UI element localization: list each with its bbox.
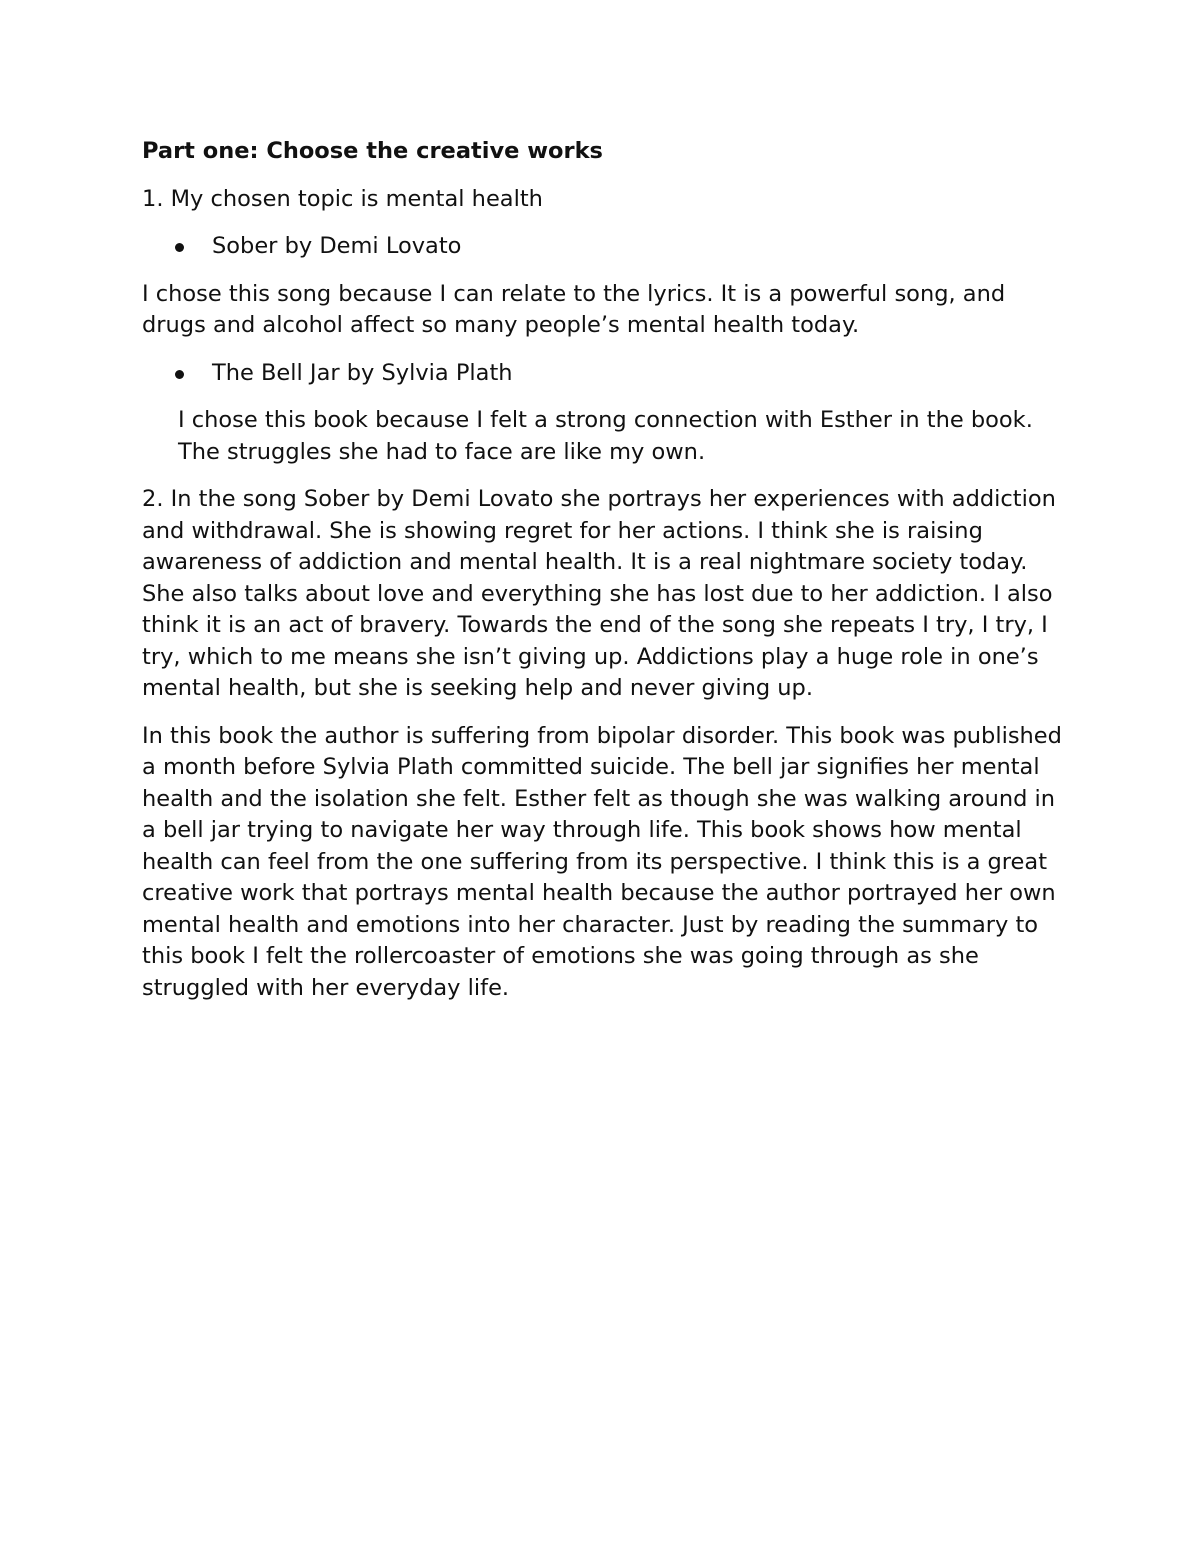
section-heading: Part one: Choose the creative works <box>142 138 603 164</box>
paragraph-book-analysis: In this book the author is suffering from bipolar disorder. This book was published a month before Sylvia Plath committed suicide. The bell jar signifies her mental health and the isolation she felt. Esther felt as though she was walking around in a bell jar trying to navigate her way through life. This book shows how mental health can feel from the one suffering from its perspective. I think this is a great creative work that portrays mental health because the author portrayed her own mental health and emotions into her character. Just by reading the summary to this book I felt the rollercoaster of emotions she was going through as she struggled with her everyday life. <box>142 722 1062 1001</box>
bullet-icon <box>175 243 184 252</box>
paragraph-book-reason: I chose this book because I felt a strong connection with Esther in the book. The struggles she had to face are like my own. <box>178 407 1033 465</box>
numbered-item-1: 1. My chosen topic is mental health <box>142 185 543 212</box>
document-body <box>142 136 1072 1020</box>
bullet-text: Sober by Demi Lovato <box>212 233 462 259</box>
paragraph-song-analysis: 2. In the song Sober by Demi Lovato she portrays her experiences with addiction and withdrawal. She is showing regret for her actions. I think she is raising awareness of addiction and mental health. It is a real nightmare society today. She also talks about love and everything she has lost due to her addiction. I also think it is an act of bravery. Towards the end of the song she repeats I try, I try, I try, which to me means she isn’t giving up. Addictions play a huge role in one’s mental health, but she is seeking help and never giving up. <box>142 486 1056 701</box>
paragraph-song-reason: I chose this song because I can relate to the lyrics. It is a powerful song, and drugs and alcohol affect so many people’s mental health today. <box>142 280 1006 338</box>
bullet-text: The Bell Jar by Sylvia Plath <box>212 359 513 386</box>
bullet-item-sober <box>142 231 1072 263</box>
bullet-icon <box>175 370 184 379</box>
bullet-item-bell-jar <box>142 358 1072 390</box>
